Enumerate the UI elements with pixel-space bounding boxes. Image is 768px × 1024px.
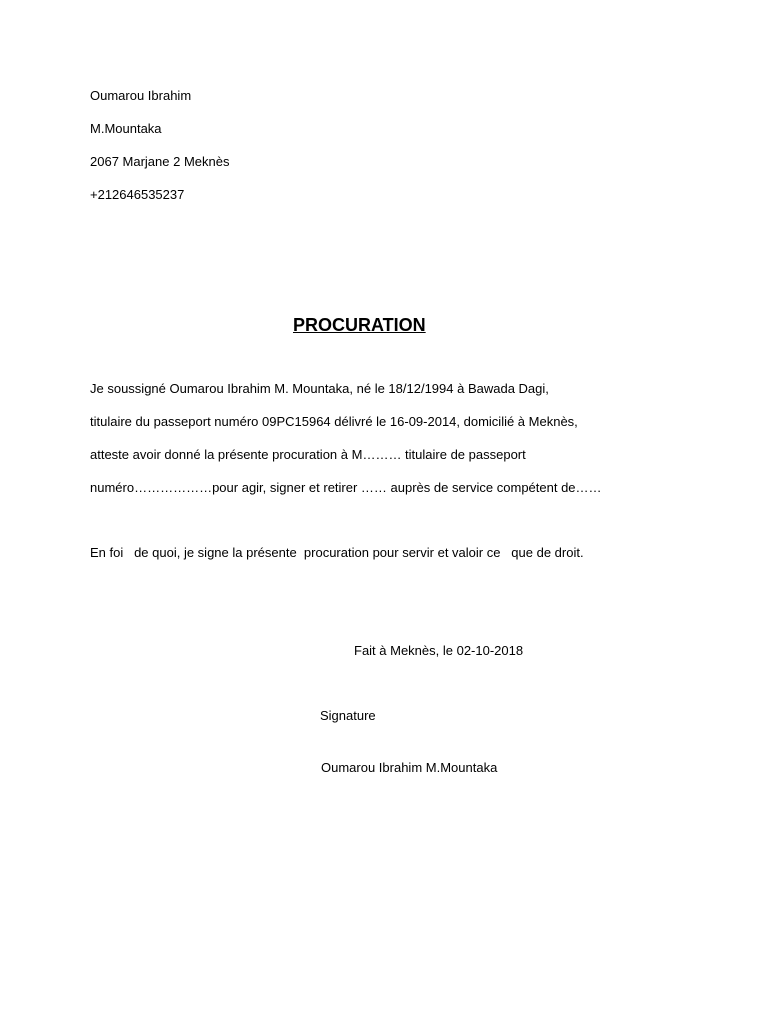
closing-statement: En foi de quoi, je signe la présente procuration pour servir et valoir ce que de droit. — [90, 545, 584, 560]
document-title: PROCURATION — [293, 315, 426, 335]
body-line-3: atteste avoir donné la présente procuration à M……… titulaire de passeport — [90, 447, 526, 462]
sender-phone: +212646535237 — [90, 187, 185, 202]
sender-name: Oumarou Ibrahim — [90, 88, 192, 103]
place-date: Fait à Meknès, le 02-10-2018 — [354, 643, 524, 658]
body-line-2: titulaire du passeport numéro 09PC15964 délivré le 16-09-2014, domicilié à Meknès, — [90, 414, 578, 429]
signatory-name: Oumarou Ibrahim M.Mountaka — [321, 760, 498, 775]
signature-label: Signature — [320, 708, 376, 723]
body-line-1: Je soussigné Oumarou Ibrahim M. Mountaka, né le 18/12/1994 à Bawada Dagi, — [90, 381, 549, 396]
sender-surname: M.Mountaka — [90, 121, 162, 136]
sender-address: 2067 Marjane 2 Meknès — [90, 154, 230, 169]
body-line-4: numéro………………pour agir, signer et retirer …… auprès de service compétent de…… — [90, 480, 602, 495]
